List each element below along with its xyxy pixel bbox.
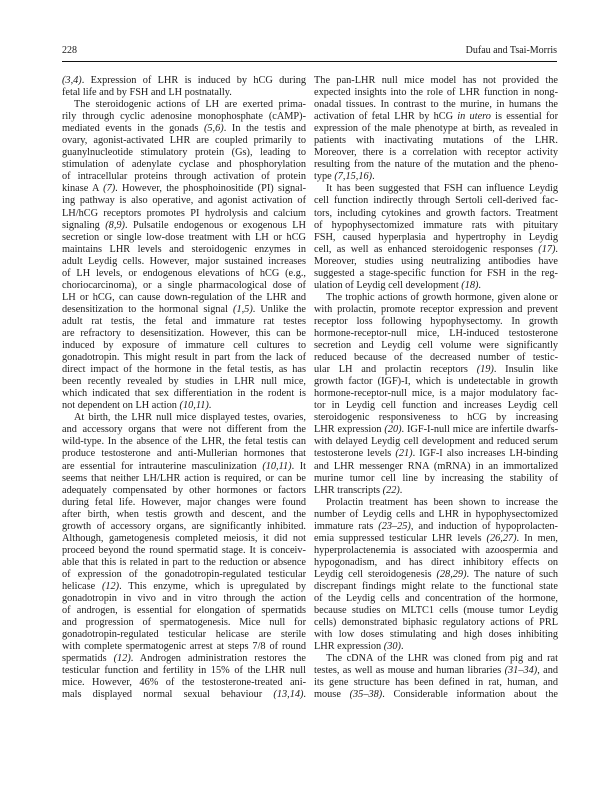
text-line: adequately compensated by other hormones or factors	[62, 484, 306, 496]
text-line: of intracellular proteins through activation of protein	[62, 171, 306, 183]
text-line: kinase A (7). However, the phosphoinositide (PI) signal-	[62, 183, 306, 195]
text-line: not dependent on LH action (10,11).	[62, 400, 212, 412]
text-line: ular LH and prolactin receptors (19). Insulin like	[314, 364, 558, 376]
text-line: with complete spermatogenic arrest at steps 7/8 of round	[62, 641, 306, 653]
text-line: expression of the male phenotype at birth, as revealed in	[314, 123, 558, 135]
text-line: It has been suggested that FSH can influence Leydig	[326, 183, 558, 195]
text-line: mals displayed normal sexual behaviour (13,14).	[62, 689, 306, 701]
text-line: number of Leydig cells and LHR in hypophysectomized	[314, 508, 558, 520]
text-line: desensitization to the hormonal signal (1,5). Unlike the	[62, 303, 306, 315]
text-line: hormone-receptor-null mice, is a major modulatory fac-	[314, 388, 558, 400]
text-line: which indicated that sex differentiation in the rodent is	[62, 388, 306, 400]
text-line: and progression of spermatogenesis. Mice null for	[62, 617, 306, 629]
text-line: hormone-receptor-null mice, LH-induced testosterone	[314, 327, 558, 339]
running-head: Dufau and Tsai-Morris	[465, 45, 557, 56]
text-line: stimulation of adenylate cyclase and phosphorylation	[62, 159, 306, 171]
text-line: of the Leydig cells and concentration of the hormone,	[314, 593, 558, 605]
text-line: gonadotropin in vivo and in vitro through the action	[62, 593, 306, 605]
text-line: testes, as well as mouse and human libraries (31–34), and	[314, 665, 558, 677]
text-line: gonadotropin. This might result in part from the lack of	[62, 352, 306, 364]
text-line: At birth, the LHR null mice displayed testes, ovaries,	[74, 412, 306, 424]
text-line: mice. However, 46% of the testosterone-treated ani-	[62, 677, 306, 689]
text-line: tors, including cytokines and growth factors. Treatment	[314, 207, 558, 219]
text-line: rily through cyclic adenosine monophosphate (cAMP)-	[62, 111, 306, 123]
text-line: cell, as well as enhanced steroidogenic responses (17).	[314, 243, 558, 255]
text-line: activation of fetal LHR by hCG in utero is essential for	[314, 111, 558, 123]
text-line: The steroidogenic actions of LH are exerted prima-	[74, 99, 306, 111]
text-line: direct impact of the hormone in the fetal testis, as has	[62, 364, 306, 376]
text-line: able that this is related in part to the reduction or absence	[62, 556, 306, 568]
text-line: helicase (12). This enzyme, which is upregulated by	[62, 580, 307, 592]
text-line: growth of accessory organs, are significantly inhibited.	[62, 520, 306, 532]
text-line: Leydig cell steroidogenesis (28,29). The nature of such	[314, 568, 558, 580]
text-line: ovary, agonist-activated LHR are coupled primarily to	[62, 135, 306, 147]
text-line: tor in Leydig cell function and increases Leydig cell	[314, 400, 558, 412]
text-line: murine tumor cell line by increasing the stability of	[314, 472, 558, 484]
text-line: its gene structure has been defined in rat, human, and	[314, 677, 558, 689]
text-line: mediated events in the gonads (5,6). In the testis and	[62, 123, 306, 135]
text-line: Moreover, there is a correlation with receptor activity	[314, 147, 558, 159]
text-line: The trophic actions of growth hormone, given alone or	[326, 291, 558, 303]
text-line: of hypophysectomized immature rats with pituitary	[314, 219, 558, 231]
text-line: of LH levels, or endogenous elevations of hCG (e.g.,	[62, 267, 306, 279]
text-line: of expression of the gonadotropin-regulated testicular	[62, 568, 306, 580]
text-line: reduced because of the decreased number of testic-	[314, 352, 558, 364]
text-line: ing pathway is also operative, and agonist activation of	[62, 195, 306, 207]
text-line: produce testosterone and anti-Mullerian hormones that	[62, 448, 306, 460]
text-line: discrepant findings might relate to the functional state	[314, 580, 558, 592]
text-line: cell function indirectly through Sertoli cell-derived fac-	[314, 195, 558, 207]
text-line: are essential for intrauterine masculinization (10,11). It	[62, 460, 306, 472]
page-number: 228	[62, 45, 77, 56]
text-line: LHR expression (20). IGF-I-null mice are infertile dwarfs-	[314, 424, 559, 436]
text-line: onadal tissues. In contrast to the murine, in humans the	[314, 99, 558, 111]
text-line: with delayed Leydig cell development and reduced serum	[314, 436, 558, 448]
text-line: fetal life and by FSH and LH postnatally.	[62, 87, 232, 99]
left-column	[62, 75, 306, 701]
text-line: gonadotropin-regulated testicular helicase are sterile	[62, 629, 306, 641]
text-line: patients with inactivating mutations of the LHR.	[314, 135, 558, 147]
text-line: type (7,15,16).	[314, 171, 375, 183]
text-line: mouse (35–38). Considerable information about the	[314, 689, 558, 701]
text-line: are refractory to desensitization. However, this can be	[62, 327, 306, 339]
text-line: LHR transcripts (22).	[314, 484, 403, 496]
text-line: induced by exposure of immature cell cultures to	[62, 340, 306, 352]
text-line: adult Leydig cells. However, major sustained increases	[62, 255, 306, 267]
text-line: secretion and Leydig cell volume were significantly	[314, 340, 558, 352]
text-line: signaling (8,9). Pulsatile endogenous or exogenous LH	[62, 219, 306, 231]
text-line: because studies on MLTC1 cells (mouse tumor Leydig	[314, 605, 558, 617]
page-header	[62, 41, 557, 62]
text-line: growth factor (IGF)-I, which is undetectable in growth	[314, 376, 558, 388]
text-line: resulting from the nature of the mutation and the pheno-	[314, 159, 558, 171]
text-line: adult rat testis, the fetal and immature rat testes	[62, 315, 306, 327]
text-line: spermatids (12). Androgen administration restores the	[62, 653, 306, 665]
text-line: with low doses stimulating and high doses inhibiting	[314, 629, 558, 641]
text-line: with prolactin, promote receptor expression and prevent	[314, 303, 558, 315]
text-line: proceed beyond the round spermatid stage. It is conceiv-	[62, 544, 306, 556]
text-line: after birth, when testis growth and descent, and the	[62, 508, 306, 520]
text-line: ulation of Leydig cell development (18).	[314, 279, 481, 291]
right-column	[314, 75, 558, 701]
text-line: testicular function and fertility in 15% of the LHR null	[62, 665, 306, 677]
text-line: immature rats (23–25), and induction of hypoprolacten-	[314, 520, 558, 532]
text-line: cells) demonstrated biphasic regulatory actions of PRL	[314, 617, 558, 629]
text-line: suggested a stage-specific function for FSH in the reg-	[314, 267, 558, 279]
text-line: receptor loss following hypophysectomy. In growth	[314, 315, 558, 327]
text-line: seems that neither LH/LHR action is required, or can be	[62, 472, 306, 484]
text-line: LHR expression (30).	[314, 641, 404, 653]
text-line: Prolactin treatment has been shown to increase the	[326, 496, 558, 508]
text-line: Although, gametogenesis completed meiosis, it did not	[62, 532, 306, 544]
text-line: The cDNA of the LHR was cloned from pig and rat	[326, 653, 558, 665]
text-line: guanylnucleotide stimulatory protein (Gs), leading to	[62, 147, 306, 159]
text-line: hypogonadism, and has direct inhibitory effects on	[314, 556, 558, 568]
text-line: The pan-LHR null mice model has not provided the	[314, 75, 558, 86]
text-line: been recently revealed by studies in LHR null mice,	[62, 376, 306, 388]
text-line: testosterone levels (21). IGF-I also increases LH-binding	[314, 448, 558, 460]
text-line: LH or hCG, can cause down-regulation of the LHR and	[62, 291, 306, 303]
text-line: Moreover, studies using neutralizing antibodies have	[314, 255, 558, 267]
text-line: FSH, caused hyperplasia and hypertrophy in Leydig	[314, 231, 558, 243]
text-line: during fetal life. However, major changes were found	[62, 496, 306, 508]
text-line: maintains LHR levels and steroidogenic enzymes in	[62, 243, 306, 255]
text-line: wild-type. In the absence of the LHR, the fetal testis can	[62, 436, 306, 448]
text-line: (3,4). Expression of LHR is induced by hCG during	[62, 75, 306, 86]
text-line: hyperprolactenemia is associated with azoospermia and	[314, 544, 558, 556]
text-line: and accessory organs that were not different from the	[62, 424, 306, 436]
text-line: expected insights into the role of LHR function in nong-	[314, 87, 558, 99]
text-line: emia suppressed testicular LHR levels (26,27). In men,	[314, 532, 558, 544]
text-line: steroidogenic responsiveness to hCG by increasing	[314, 412, 558, 424]
text-line: secretion or single low-dose treatment with LH or hCG	[62, 231, 306, 243]
text-line: choriocarcinoma), or a single pharmacological dose of	[62, 279, 306, 291]
text-line: and LHR messenger RNA (mRNA) in an immortalized	[314, 460, 558, 472]
text-line: of androgen, is essential for elongation of spermatids	[62, 605, 306, 617]
text-line: LH/hCG receptors promotes PI hydrolysis and calcium	[62, 207, 306, 219]
